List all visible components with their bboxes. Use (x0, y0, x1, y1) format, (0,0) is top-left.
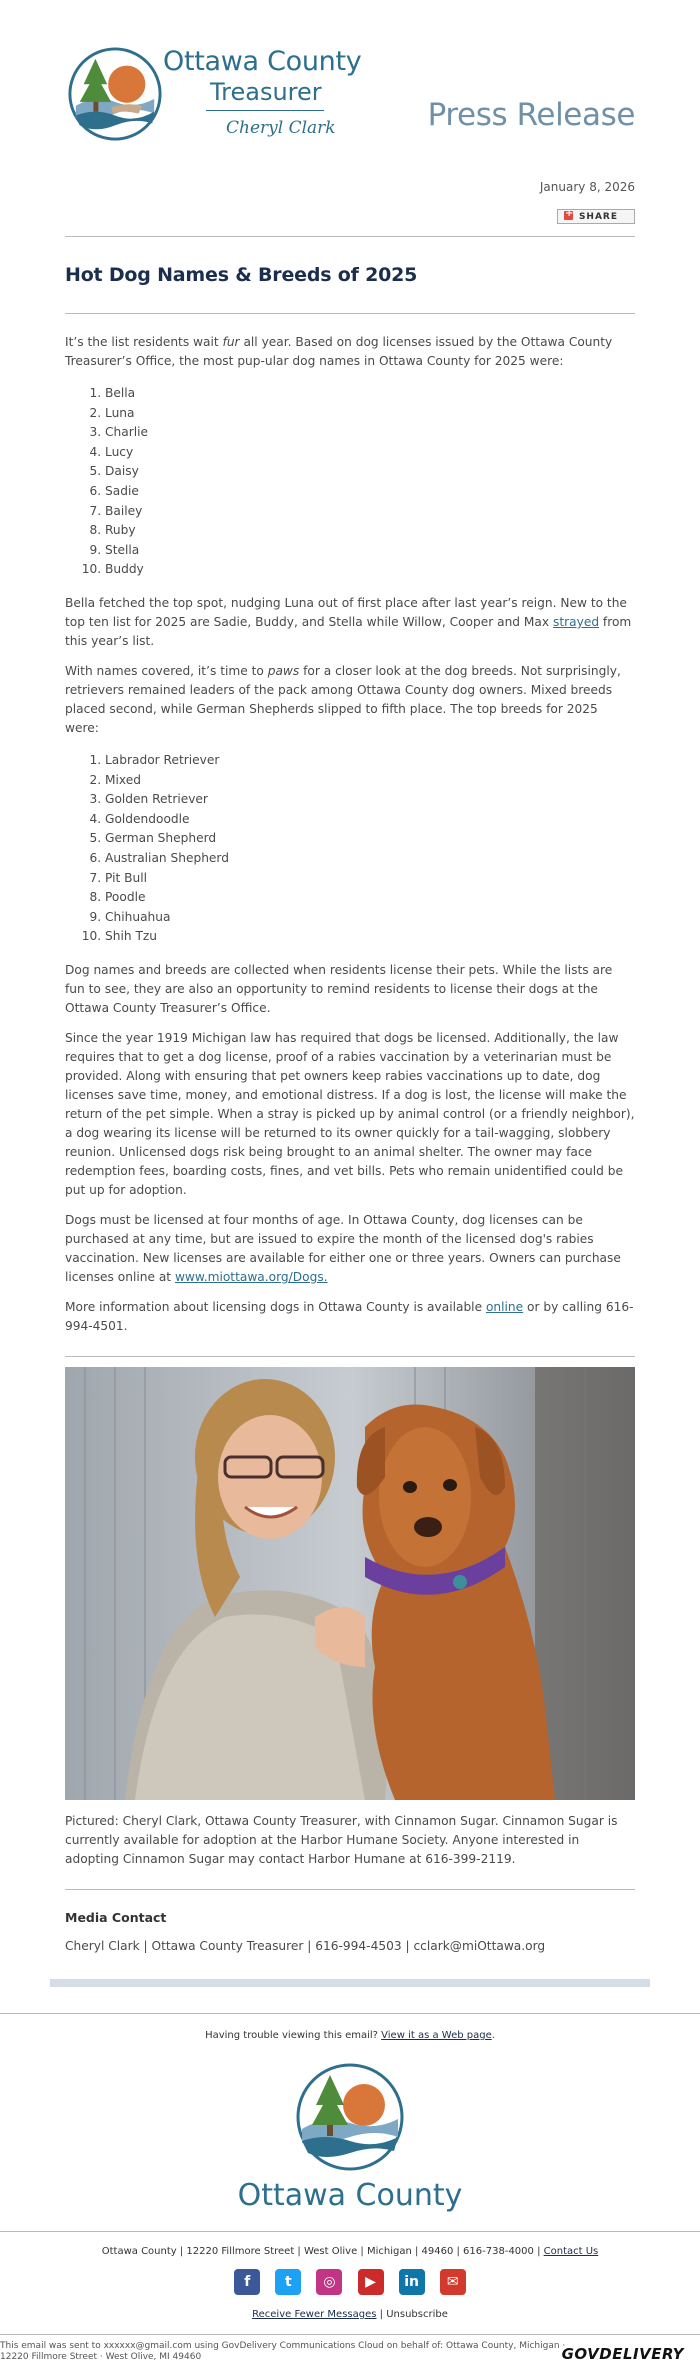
linkedin-icon[interactable]: in (399, 2269, 425, 2295)
paragraph-breeds-intro: With names covered, it’s time to paws for a closer look at the dog breeds. Not surprisingly, retrievers remained leaders of the pack among Ottawa County dog owners. Mixed breeds placed second, while German Shepherds slipped to fifth place. The top breeds for 2025 were: (65, 663, 621, 735)
facebook-icon[interactable]: f (234, 2269, 260, 2295)
youtube-icon[interactable]: ▶ (358, 2269, 384, 2295)
list-item: 5. German Shepherd (105, 829, 635, 849)
logo-title: Ottawa County (163, 46, 362, 77)
list-item: 3. Golden Retriever (105, 790, 635, 810)
share-plus-icon (564, 211, 573, 220)
dog-names-list (65, 384, 635, 580)
divider (65, 236, 635, 237)
logo-divider (206, 110, 324, 111)
paragraph-licensing-reminder: Dog names and breeds are collected when residents license their pets. While the lists are fun to see, they are also an opportunity to remind residents to license their dogs at the Ottawa County Treasurer’s Office. (65, 962, 613, 1015)
release-date: January 8, 2026 (539, 180, 635, 194)
list-item: 9. Stella (105, 541, 635, 561)
twitter-icon[interactable]: t (275, 2269, 301, 2295)
list-item: 1. Labrador Retriever (105, 751, 635, 771)
sent-notice: This email was sent to xxxxxx@gmail.com using GovDelivery Communications Cloud on behalf of: Ottawa County, Michigan · 12220 Fillmore Street · West Olive, MI 49460 (0, 2340, 566, 2362)
logo-signature: Cheryl Clark (226, 118, 336, 138)
footer-logo-text: Ottawa County (237, 2177, 463, 2213)
header (0, 0, 700, 150)
paragraph-top-spot: Bella fetched the top spot, nudging Luna out of first place after last year’s reign. New to the top ten list for 2025 are Sadie, Buddy, and Stella while Willow, Cooper and Max strayed from this year’s list. (65, 595, 632, 648)
share-label: SHARE (578, 212, 618, 222)
govdelivery-logo: GOVDELIVERY (561, 2344, 684, 2363)
media-contact-details: Cheryl Clark | Ottawa County Treasurer | 616-994-4503 | cclark@miOttawa.org (65, 1938, 546, 1953)
online-link[interactable]: online (485, 1299, 524, 1314)
list-item: 7. Bailey (105, 502, 635, 522)
list-item: 8. Poodle (105, 888, 635, 908)
press-release-label: Press Release (427, 97, 635, 133)
list-item: 7. Pit Bull (105, 869, 635, 889)
footer-accent-bar (50, 1979, 650, 1987)
list-item: 1. Bella (105, 384, 635, 404)
subscription-links (0, 2309, 700, 2320)
unsubscribe-link[interactable]: | Unsubscribe (376, 2308, 448, 2320)
instagram-icon[interactable]: ◎ (316, 2269, 342, 2295)
list-item: 4. Lucy (105, 443, 635, 463)
list-item: 2. Mixed (105, 771, 635, 791)
view-webpage-link[interactable]: View it as a Web page (381, 2029, 492, 2041)
list-item: 4. Goldendoodle (105, 810, 635, 830)
list-item: 9. Chihuahua (105, 908, 635, 928)
receive-fewer-link[interactable]: Receive Fewer Messages (252, 2308, 377, 2320)
social-links (0, 2269, 700, 2299)
contact-us-link[interactable]: Contact Us (543, 2245, 599, 2257)
paragraph-more-info: More information about licensing dogs in Ottawa County is available online or by calling 616-994-4501. (65, 1299, 634, 1333)
email-icon[interactable]: ✉ (440, 2269, 466, 2295)
list-item: 10. Buddy (105, 560, 635, 580)
paragraph-michigan-law: Since the year 1919 Michigan law has required that dogs be licensed. Additionally, the law requires that to get a dog license, proof of a rabies vaccination by a veterinarian must be provided. Along with ensuring that pet owners keep rabies vaccinations up to date, dog licenses save time, money, and emotional distress. If a dog is lost, the license will make the return of the pet simple. When a stray is picked up by animal control (or a friendly neighbor), a dog wearing its license will be returned to its owner quickly for a tail-wagging, slobbery reunion. Unlicensed dogs risk being brought to an animal shelter. The owner may face redemption fees, boarding costs, fines, and vet bills. Pets who remain unidentified could be put up for adoption. (65, 1030, 635, 1197)
divider (0, 2231, 700, 2232)
divider (65, 1889, 635, 1890)
list-item: 8. Ruby (105, 521, 635, 541)
photo-caption: Pictured: Cheryl Clark, Ottawa County Treasurer, with Cinnamon Sugar. Cinnamon Sugar is currently available for adoption at the Harbor Humane Society. Anyone interested in adopting Cinnamon Sugar may contact Harbor Humane at 616-399-2119. (65, 1813, 618, 1866)
list-item: 6. Australian Shepherd (105, 849, 635, 869)
list-item: 3. Charlie (105, 423, 635, 443)
intro-paragraph: It’s the list residents wait fur all year. Based on dog licenses issued by the Ottawa County Treasurer’s Office, the most pup-ular dog names in Ottawa County for 2025 were: (65, 335, 613, 368)
share-button[interactable] (557, 209, 635, 224)
media-contact-heading: Media Contact (65, 1909, 167, 1925)
footer-bottom (0, 2335, 700, 2375)
list-item: 10. Shih Tzu (105, 927, 635, 947)
strayed-link[interactable]: strayed (553, 614, 600, 629)
list-item: 2. Luna (105, 404, 635, 424)
list-item: 6. Sadie (105, 482, 635, 502)
logo-subtitle: Treasurer (210, 78, 322, 106)
dog-breeds-list (65, 751, 635, 947)
paragraph-license-age: Dogs must be licensed at four months of age. In Ottawa County, dog licenses can be purchased at any time, but are issued to expire the month of the licensed dog's rabies vaccination. New licenses are available for either one or three years. Owners can purchase licenses online at www.miottawa.org/Dogs. (65, 1212, 621, 1284)
ottawa-county-logo-icon (230, 2057, 470, 2217)
divider (65, 313, 635, 314)
treasurer-with-dog-photo (65, 1367, 635, 1800)
divider (0, 2013, 700, 2014)
footer-address: Ottawa County | 12220 Fillmore Street | West Olive | Michigan | 49460 | 616-738-4000 | Contact Us (101, 2245, 599, 2257)
treasurer-logo-icon (66, 44, 164, 144)
list-item: 5. Daisy (105, 462, 635, 482)
article-title: Hot Dog Names & Breeds of 2025 (65, 264, 418, 286)
view-as-webpage-line: Having trouble viewing this email? View it as a Web page. (205, 2029, 495, 2041)
divider (65, 1356, 635, 1357)
miottawa-dogs-link[interactable]: www.miottawa.org/Dogs. (174, 1269, 328, 1284)
